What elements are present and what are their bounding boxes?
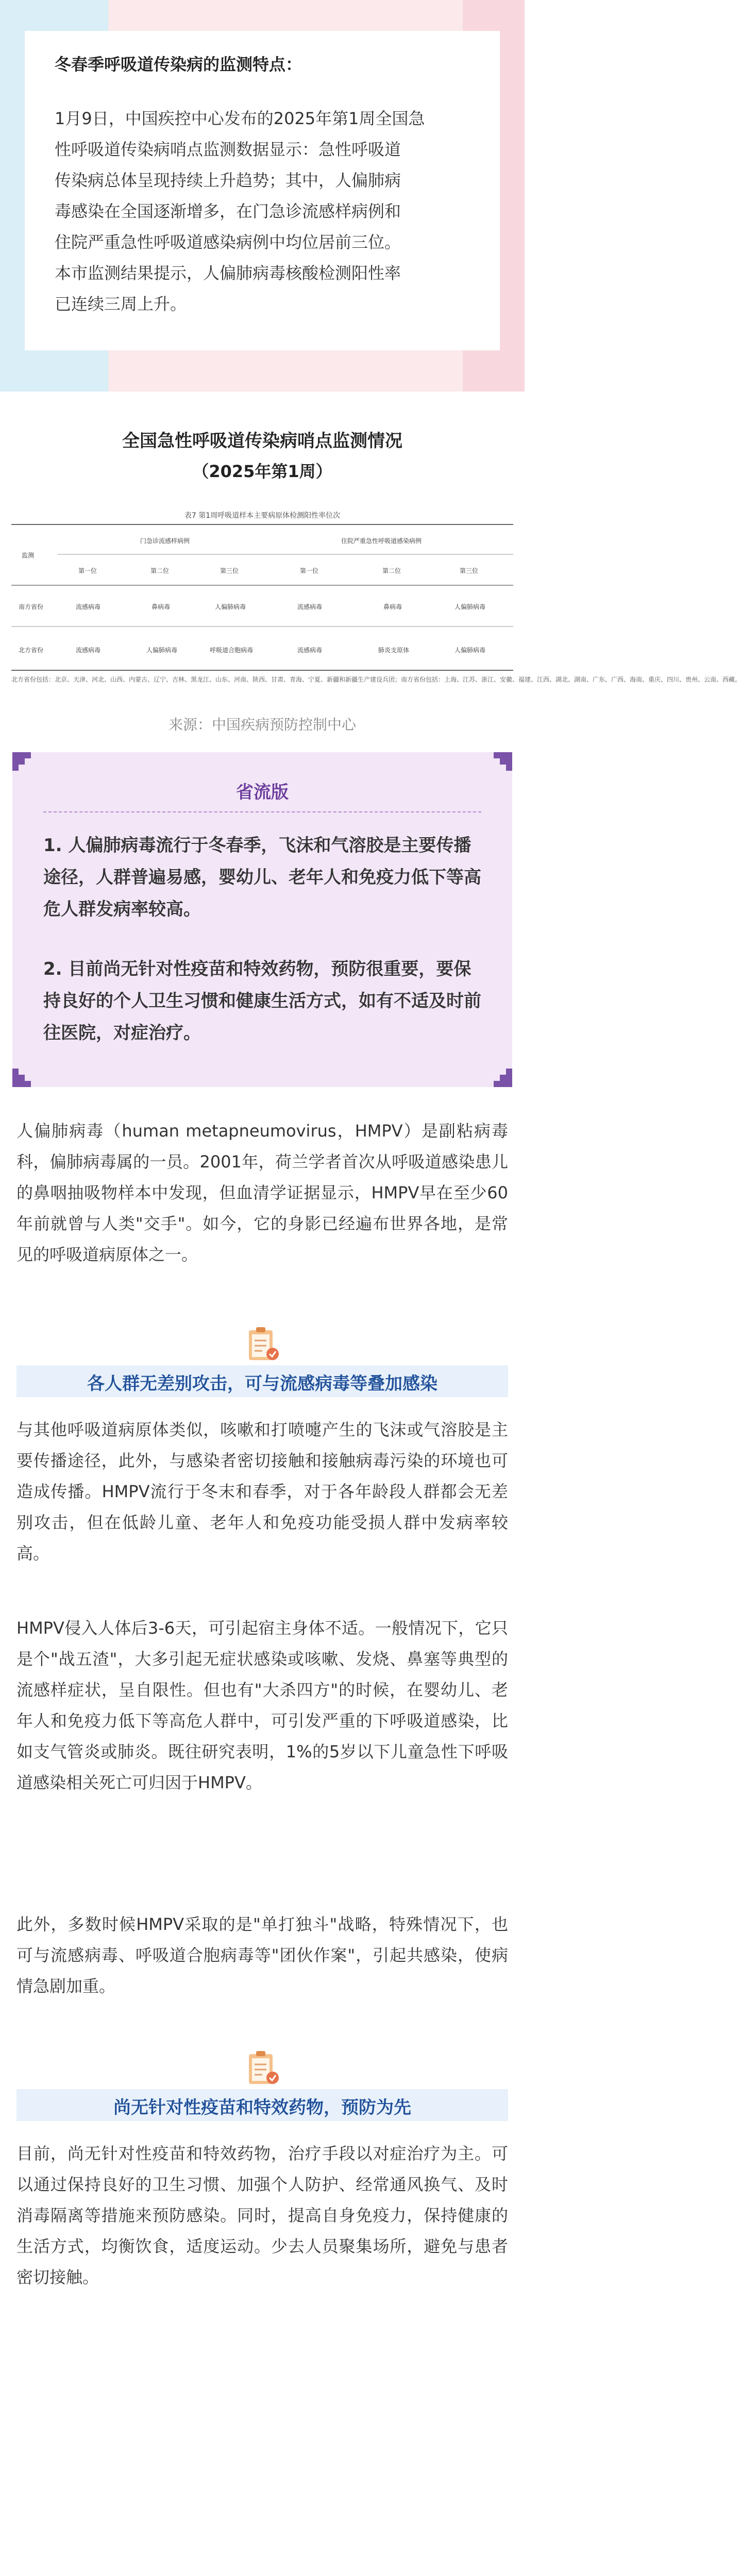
card-line: 已连续三周上升。: [55, 294, 187, 314]
clipboard-icon: [242, 2048, 283, 2089]
th-rank: 第三位: [460, 567, 479, 574]
table-caption: 表7 第1周呼吸道样本主要病原体检测阳性率位次: [184, 512, 341, 520]
table-grid: [11, 523, 513, 673]
pixel-corner: [500, 1075, 512, 1087]
pixel-corner: [25, 752, 31, 758]
summary-label: 省流版: [236, 782, 289, 803]
card-line: 本市监测结果提示，人偏肺病毒核酸检测阳性率: [55, 263, 401, 283]
section-heading-2: [16, 2089, 508, 2121]
card-line: 性呼吸道传染病哨点监测数据显示：急性呼吸道: [55, 140, 401, 159]
monitoring-feature-card: [0, 0, 525, 392]
table-cell: 呼吸道合胞病毒: [210, 647, 254, 654]
row-label: 南方省份: [19, 603, 44, 611]
table-cell: 流感病毒: [76, 603, 101, 611]
table-cell: 流感病毒: [297, 647, 323, 654]
th-region: 监测: [22, 552, 35, 559]
pixel-corner: [494, 1081, 500, 1087]
section-heading-1: [16, 1365, 508, 1397]
pixel-corner: [12, 1069, 19, 1075]
table-cell: 人偏肺病毒: [454, 647, 486, 654]
card-title: 冬春季呼吸道传染病的监测特点：: [55, 55, 302, 74]
pixel-corner: [25, 1081, 31, 1087]
clipboard-icon: [242, 1324, 283, 1365]
table-cell: 人偏肺病毒: [215, 603, 246, 611]
card-line: 传染病总体呈现持续上升趋势；其中，人偏肺病: [55, 171, 401, 190]
pixel-corner: [12, 752, 25, 765]
th-rank: 第三位: [220, 567, 239, 574]
table-cell: 人偏肺病毒: [146, 647, 178, 654]
table-note: 北方省份包括：北京、天津、河北、山西、内蒙古、辽宁、吉林、黑龙江、山东、河南、陕西、甘肃、青海、宁夏、新疆和新疆生产建设兵团；南方省份包括：上海、江苏、浙江、安徽、福建、江西、湖北、湖南、广东、广西、海南、重庆、四川、贵州、云南、西藏。: [11, 676, 741, 683]
card-inner-panel: [25, 31, 500, 350]
section-heading-text: 各人群无差别攻击，可与流感病毒等叠加感染: [87, 1374, 437, 1394]
section1-paragraph: 与其他呼吸道病原体类似，咳嗽和打喷嚏产生的飞沫或气溶胶是主要传播途径，此外，与感染者密切接触和接触病毒污染的环境也可造成传播。HMPV流行于冬末和春季，对于各年龄段人群都会无差别攻击，但在低龄儿童、老年人和免疫功能受损人群中发病率较高。: [16, 1420, 508, 1563]
section2-paragraph: 目前，尚无针对性疫苗和特效药物，治疗手段以对症治疗为主。可以通过保持良好的卫生习惯、加强个人防护、经常通风换气、及时消毒隔离等措施来预防感染。同时，提高自身免疫力，保持健康的生活方式，均衡饮食，适度运动。少去人员聚集场所，避免与患者密切接触。: [16, 2144, 508, 2287]
row-label: 北方省份: [19, 647, 44, 654]
section1-paragraph: 此外，多数时候HMPV采取的是"单打独斗"战略，特殊情况下，也可与流感病毒、呼吸道合胞病毒等"团伙作案"，引起共感染，使病情急剧加重。: [16, 1914, 508, 1996]
pixel-corner: [506, 1069, 512, 1075]
th-rank: 第二位: [150, 567, 170, 574]
section1-paragraph: HMPV侵入人体后3-6天，可引起宿主身体不适。一般情况下，它只是个"战五渣"，大多引起无症状感染或咳嗽、发烧、鼻塞等典型的流感样症状，呈自限性。但也有"大杀四方"的时候，在婴幼儿、老年人和免疫力低下等高危人群中，可引发严重的下呼吸道感染，比如支气管炎或肺炎。既往研究表明，1%的5岁以下儿童急性下呼吸道感染相关死亡可归因于HMPV。: [16, 1618, 508, 1792]
summary-point-1: 1. 人偏肺病毒流行于冬春季，飞沫和气溶胶是主要传播途径，人群普遍易感，婴幼儿、老年人和免疫力低下等高危人群发病率较高。: [43, 835, 481, 920]
th-rank: 第一位: [78, 567, 97, 574]
table-section-subtitle: （2025年第1周）: [192, 462, 332, 481]
table-cell: 鼻病毒: [151, 603, 171, 611]
table-section-title: 全国急性呼吸道传染病哨点监测情况: [122, 431, 402, 451]
table-cell: 肺炎支原体: [378, 647, 410, 654]
table-cell: 流感病毒: [76, 647, 101, 654]
pixel-corner: [500, 752, 512, 765]
pixel-corner: [494, 752, 500, 758]
intro-paragraph: 人偏肺病毒（human metapneumovirus，HMPV）是副粘病毒科，偏肺病毒属的一员。2001年，荷兰学者首次从呼吸道感染患儿的鼻咽抽吸物样本中发现，但血清学证据显示，HMPV早在至少60年前就曾与人类"交手"。如今，它的身影已经遍布世界各地，是常见的呼吸道病原体之一。: [16, 1121, 508, 1264]
source-credit: 来源：中国疾病预防控制中心: [168, 716, 356, 733]
th-inpatient: 住院严重急性呼吸道感染病例: [341, 537, 422, 545]
card-line: 毒感染在全国逐渐增多，在门急诊流感样病例和: [55, 201, 401, 221]
summary-divider: [43, 811, 481, 812]
card-line: 1月9日，中国疾控中心发布的2025年第1周全国急: [55, 109, 425, 128]
pixel-corner: [506, 765, 512, 771]
th-rank: 第二位: [382, 567, 401, 574]
section-heading-text: 尚无针对性疫苗和特效药物，预防为先: [113, 2097, 411, 2118]
th-outpatient: 门急诊流感样病例: [140, 537, 190, 545]
surveillance-table: [11, 510, 741, 696]
table-cell: 鼻病毒: [383, 603, 402, 611]
summary-point-2: 2. 目前尚无针对性疫苗和特效药物，预防很重要，要保持良好的个人卫生习惯和健康生活方式，如有不适及时前往医院，对症治疗。: [43, 959, 481, 1043]
table-cell: 人偏肺病毒: [454, 603, 486, 611]
summary-box: [12, 752, 512, 1087]
pixel-corner: [12, 1075, 25, 1087]
pixel-corner: [12, 765, 19, 771]
card-body: [55, 103, 482, 319]
th-rank: 第一位: [300, 567, 319, 574]
card-line: 住院严重急性呼吸道感染病例中均位居前三位。: [55, 232, 401, 252]
table-cell: 流感病毒: [297, 603, 323, 611]
